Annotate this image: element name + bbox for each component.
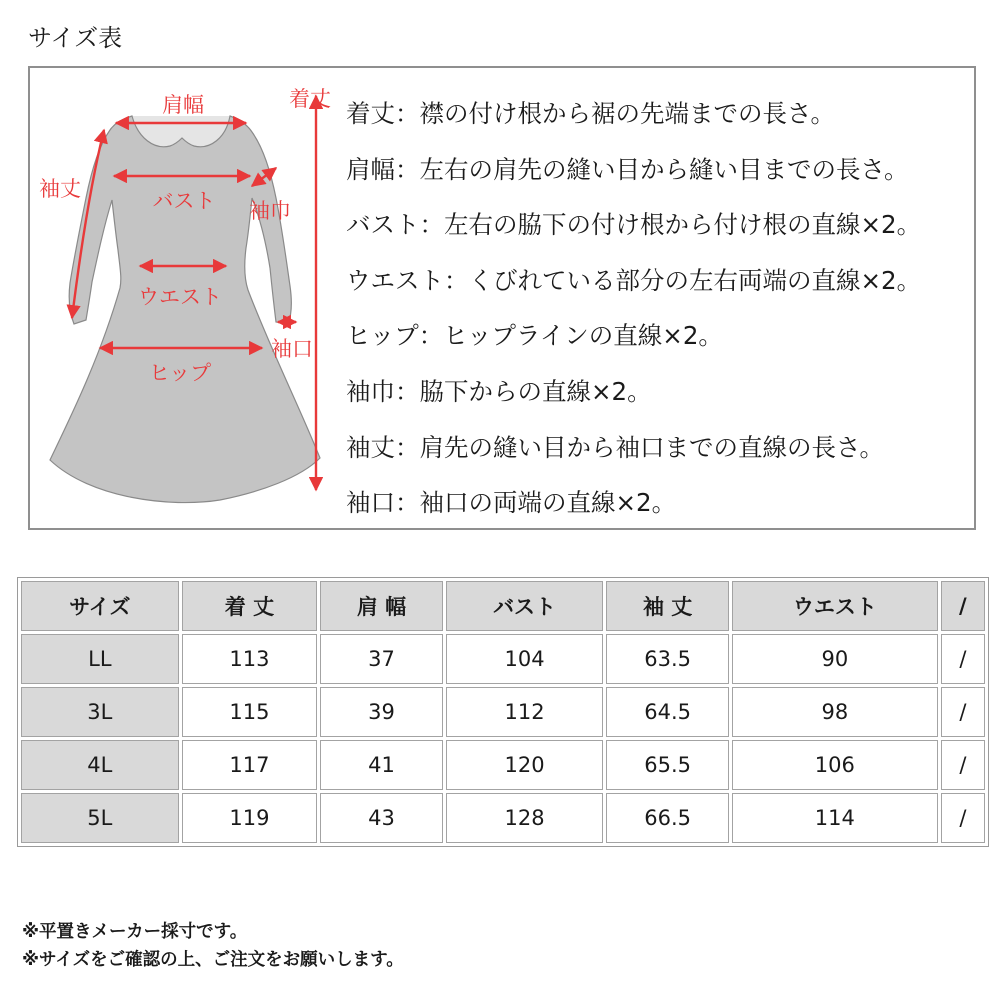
definition-hip: ヒップ：ヒップラインの直線×2。 [346, 321, 723, 351]
label-cuff: 袖口 [271, 337, 313, 361]
size-cell: 4L [21, 740, 179, 790]
table-header-row [21, 581, 985, 631]
table-cell: 120 [446, 740, 604, 790]
table-cell: 119 [182, 793, 318, 843]
note-measurement: ※平置きメーカー採寸です。 [22, 922, 248, 942]
dress-silhouette [50, 116, 320, 503]
table-cell: / [941, 793, 985, 843]
header-shoulder: 肩 幅 [320, 581, 443, 631]
definition-bust: バスト：左右の脇下の付け根から付け根の直線×2。 [346, 210, 922, 240]
label-length: 着丈 [289, 87, 331, 111]
definition-waist: ウエスト：くびれている部分の左右両端の直線×2。 [346, 265, 922, 295]
definition-list [346, 86, 921, 531]
definition-sleeve-length: 袖丈：肩先の縫い目から袖口までの直線の長さ。 [346, 432, 885, 462]
header-bust: バスト [446, 581, 604, 631]
table-cell: 64.5 [606, 687, 729, 737]
header-length: 着 丈 [182, 581, 318, 631]
definition-length: 着丈：襟の付け根から裾の先端までの長さ。 [346, 99, 836, 128]
table-cell: 98 [732, 687, 938, 737]
table-cell: 43 [320, 793, 443, 843]
table-cell: / [941, 634, 985, 684]
table-cell: 117 [182, 740, 318, 790]
size-cell: LL [21, 634, 179, 684]
label-waist: ウエスト [138, 285, 222, 309]
table-cell: 90 [732, 634, 938, 684]
table-cell: 104 [446, 634, 604, 684]
header-sleeve-length: 袖 丈 [606, 581, 729, 631]
header-waist: ウエスト [732, 581, 938, 631]
table-row [21, 634, 985, 684]
table-cell: 115 [182, 687, 318, 737]
table-cell: 39 [320, 687, 443, 737]
table-cell: 65.5 [606, 740, 729, 790]
table-cell: 112 [446, 687, 604, 737]
label-hip: ヒップ [148, 361, 212, 385]
table-row [21, 687, 985, 737]
header-slash: / [941, 581, 985, 631]
table-cell: / [941, 740, 985, 790]
definition-shoulder: 肩幅：左右の肩先の縫い目から縫い目までの長さ。 [346, 154, 909, 184]
notes [22, 918, 404, 974]
table-row [21, 793, 985, 843]
table-row [21, 740, 985, 790]
label-sleeve-length: 袖丈 [39, 177, 81, 201]
table-cell: 128 [446, 793, 604, 843]
header-size: サイズ [21, 581, 179, 631]
measurement-guide [28, 66, 976, 530]
table-cell: 37 [320, 634, 443, 684]
label-sleeve-width: 袖巾 [249, 199, 291, 223]
page-title: サイズ表 [28, 24, 123, 52]
size-table [17, 577, 989, 847]
definition-cuff: 袖口：袖口の両端の直線×2。 [346, 488, 677, 518]
label-bust: バスト [152, 189, 216, 213]
label-shoulder: 肩幅 [162, 93, 204, 117]
definition-sleeve-width: 袖巾：脇下からの直線×2。 [346, 376, 652, 406]
note-confirm-size: ※サイズをご確認の上、ご注文をお願いします。 [22, 950, 404, 970]
size-cell: 3L [21, 687, 179, 737]
table-cell: 41 [320, 740, 443, 790]
table-cell: 66.5 [606, 793, 729, 843]
table-cell: 114 [732, 793, 938, 843]
size-cell: 5L [21, 793, 179, 843]
table-cell: / [941, 687, 985, 737]
table-cell: 63.5 [606, 634, 729, 684]
table-cell: 113 [182, 634, 318, 684]
dress-diagram [30, 68, 342, 528]
table-cell: 106 [732, 740, 938, 790]
